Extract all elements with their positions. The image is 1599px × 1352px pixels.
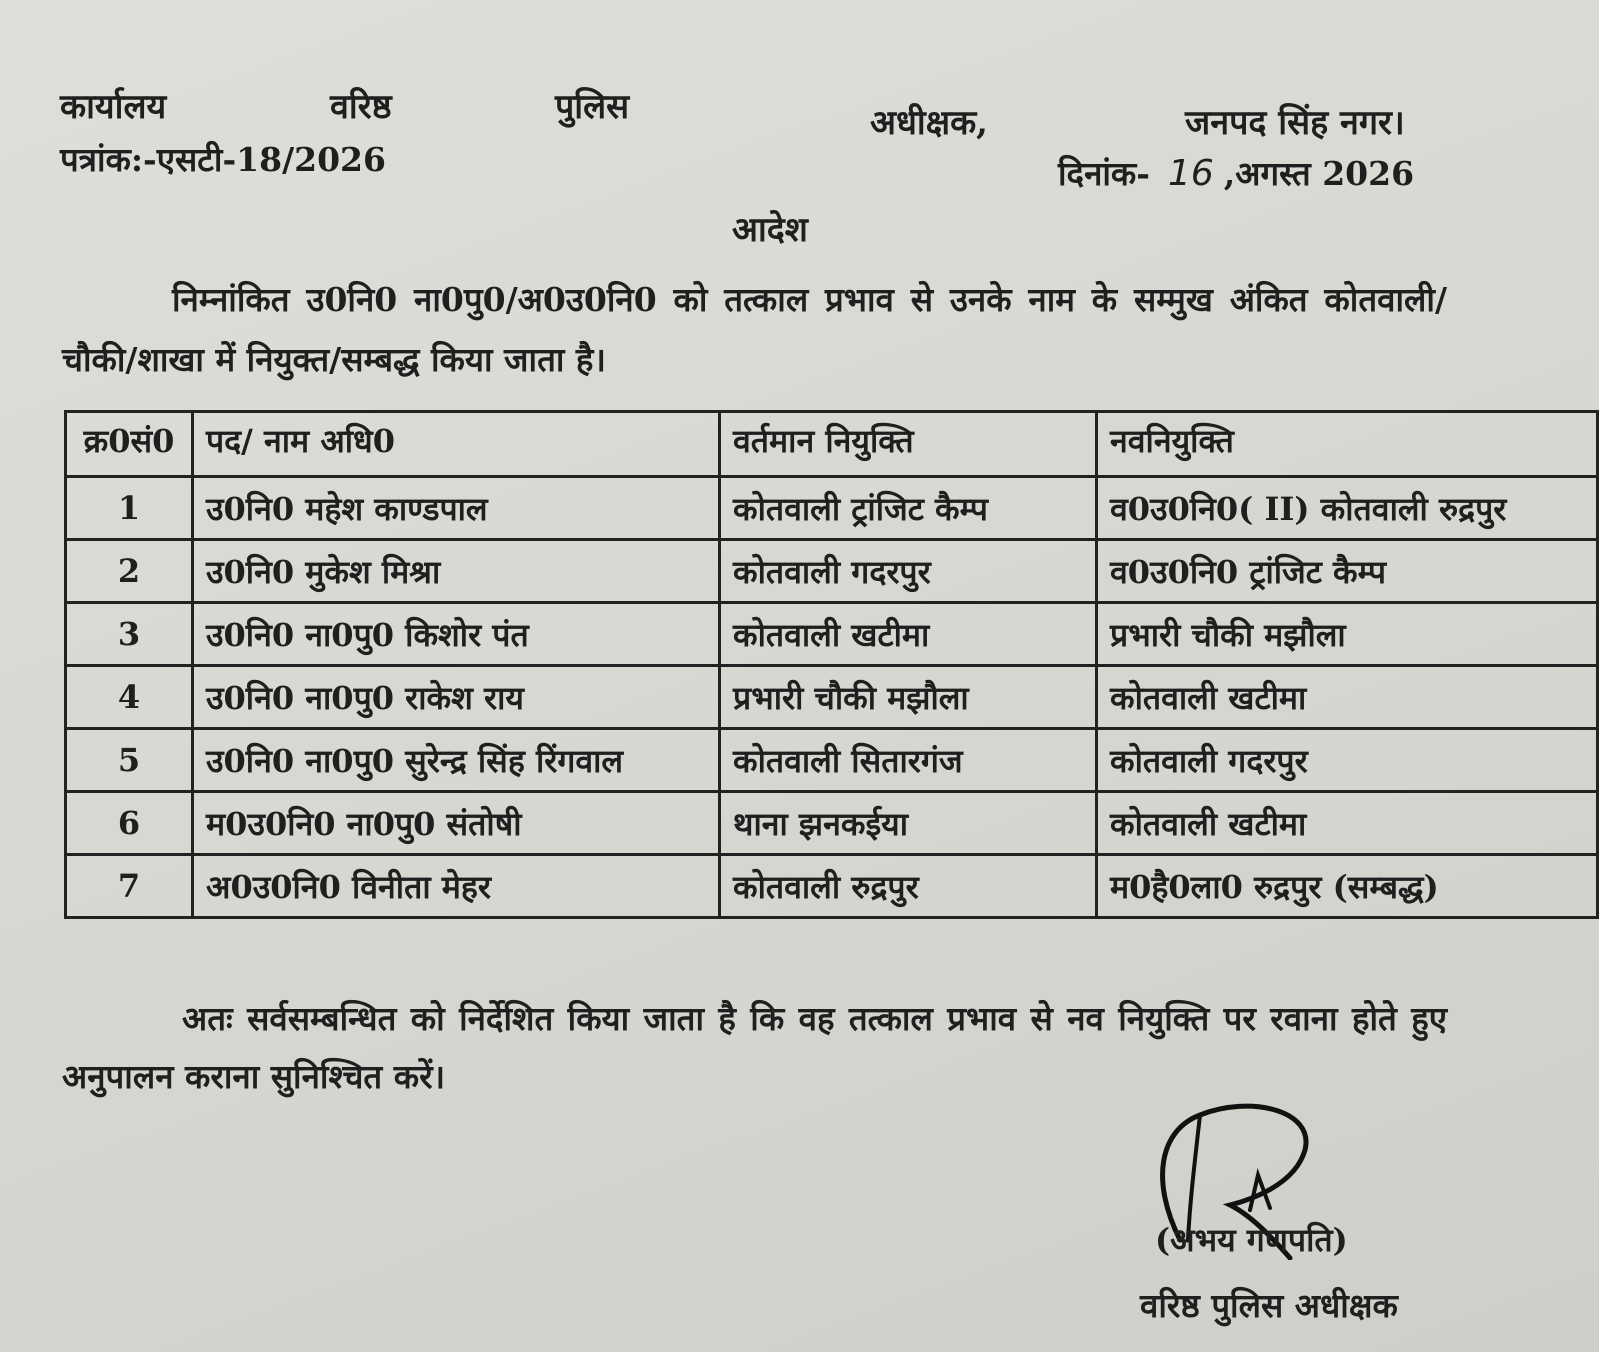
intro-paragraph: निम्नांकित उ0नि0 ना0पु0/अ0उ0नि0 को तत्काल प्रभाव से उनके नाम के सम्मुख अंकित कोतवाली/चौकी/शाखा में नियुक्त/सम्बद्ध किया जाता है। [62, 280, 1447, 379]
header-word-police: पुलिस [555, 87, 630, 127]
order-date [1058, 150, 1414, 195]
posting-table [64, 410, 1599, 919]
table-header-row [66, 412, 1598, 477]
new-posting-cell: कोतवाली खटीमा [1097, 792, 1598, 855]
new-posting-cell: म0है0ला0 रुद्रपुर (सम्बद्ध) [1097, 855, 1598, 918]
table-row [66, 855, 1598, 918]
serial-cell: 4 [66, 666, 193, 729]
name-cell: म0उ0नि0 ना0पु0 संतोषी [193, 792, 720, 855]
current-posting-cell: कोतवाली गदरपुर [720, 540, 1097, 603]
current-posting-cell: कोतवाली सितारगंज [720, 729, 1097, 792]
name-cell: उ0नि0 ना0पु0 सुरेन्द्र सिंह रिंगवाल [193, 729, 720, 792]
serial-cell: 6 [66, 792, 193, 855]
new-posting-cell: व0उ0नि0 ट्रांजिट कैम्प [1097, 540, 1598, 603]
new-posting-cell: प्रभारी चौकी मझौला [1097, 603, 1598, 666]
date-month-year: ,अगस्त 2026 [1223, 154, 1415, 193]
col-header-new-posting: नवनियुक्ति [1097, 412, 1598, 477]
current-posting-cell: कोतवाली रुद्रपुर [720, 855, 1097, 918]
new-posting-cell: कोतवाली गदरपुर [1097, 729, 1598, 792]
current-posting-cell: थाना झनकईया [720, 792, 1097, 855]
date-label: दिनांक- [1058, 154, 1150, 193]
table-row [66, 666, 1598, 729]
table-row [66, 603, 1598, 666]
name-cell: उ0नि0 महेश काण्डपाल [193, 477, 720, 540]
table-row [66, 540, 1598, 603]
closing-paragraph: अतः सर्वसम्बन्धित को निर्देशित किया जाता है कि वह तत्काल प्रभाव से नव नियुक्ति पर रवाना होते हुए अनुपालन कराना सुनिश्चित करें। [62, 999, 1447, 1096]
name-cell: अ0उ0नि0 विनीता मेहर [193, 855, 720, 918]
signatory-name: (अभय गणपति) [1155, 1221, 1348, 1259]
header-word-office: कार्यालय [60, 87, 167, 127]
new-posting-cell: व0उ0नि0( II) कोतवाली रुद्रपुर [1097, 477, 1598, 540]
serial-cell: 1 [66, 477, 193, 540]
header-word-district: जनपद सिंह नगर। [1185, 103, 1405, 143]
current-posting-cell: प्रभारी चौकी मझौला [720, 666, 1097, 729]
table-row [66, 729, 1598, 792]
signatory-designation: वरिष्ठ पुलिस अधीक्षक [1140, 1286, 1398, 1325]
header-word-senior: वरिष्ठ [330, 87, 392, 127]
col-header-name: पद/ नाम अधि0 [193, 412, 720, 477]
current-posting-cell: कोतवाली ट्रांजिट कैम्प [720, 477, 1097, 540]
table-row [66, 792, 1598, 855]
serial-cell: 7 [66, 855, 193, 918]
date-day-handwritten: 16 [1167, 153, 1214, 194]
header-word-superintendent: अधीक्षक, [870, 103, 989, 143]
letter-number: पत्रांक:-एसटी-18/2026 [60, 140, 386, 179]
serial-cell: 2 [66, 540, 193, 603]
table-row [66, 477, 1598, 540]
name-cell: उ0नि0 मुकेश मिश्रा [193, 540, 720, 603]
office-header [60, 82, 1460, 143]
serial-cell: 3 [66, 603, 193, 666]
name-cell: उ0नि0 ना0पु0 किशोर पंत [193, 603, 720, 666]
new-posting-cell: कोतवाली खटीमा [1097, 666, 1598, 729]
current-posting-cell: कोतवाली खटीमा [720, 603, 1097, 666]
serial-cell: 5 [66, 729, 193, 792]
col-header-current-posting: वर्तमान नियुक्ति [720, 412, 1097, 477]
col-header-serial: क्र0सं0 [66, 412, 193, 477]
table-body [66, 477, 1598, 918]
document-title: आदेश [732, 210, 808, 250]
name-cell: उ0नि0 ना0पु0 राकेश राय [193, 666, 720, 729]
